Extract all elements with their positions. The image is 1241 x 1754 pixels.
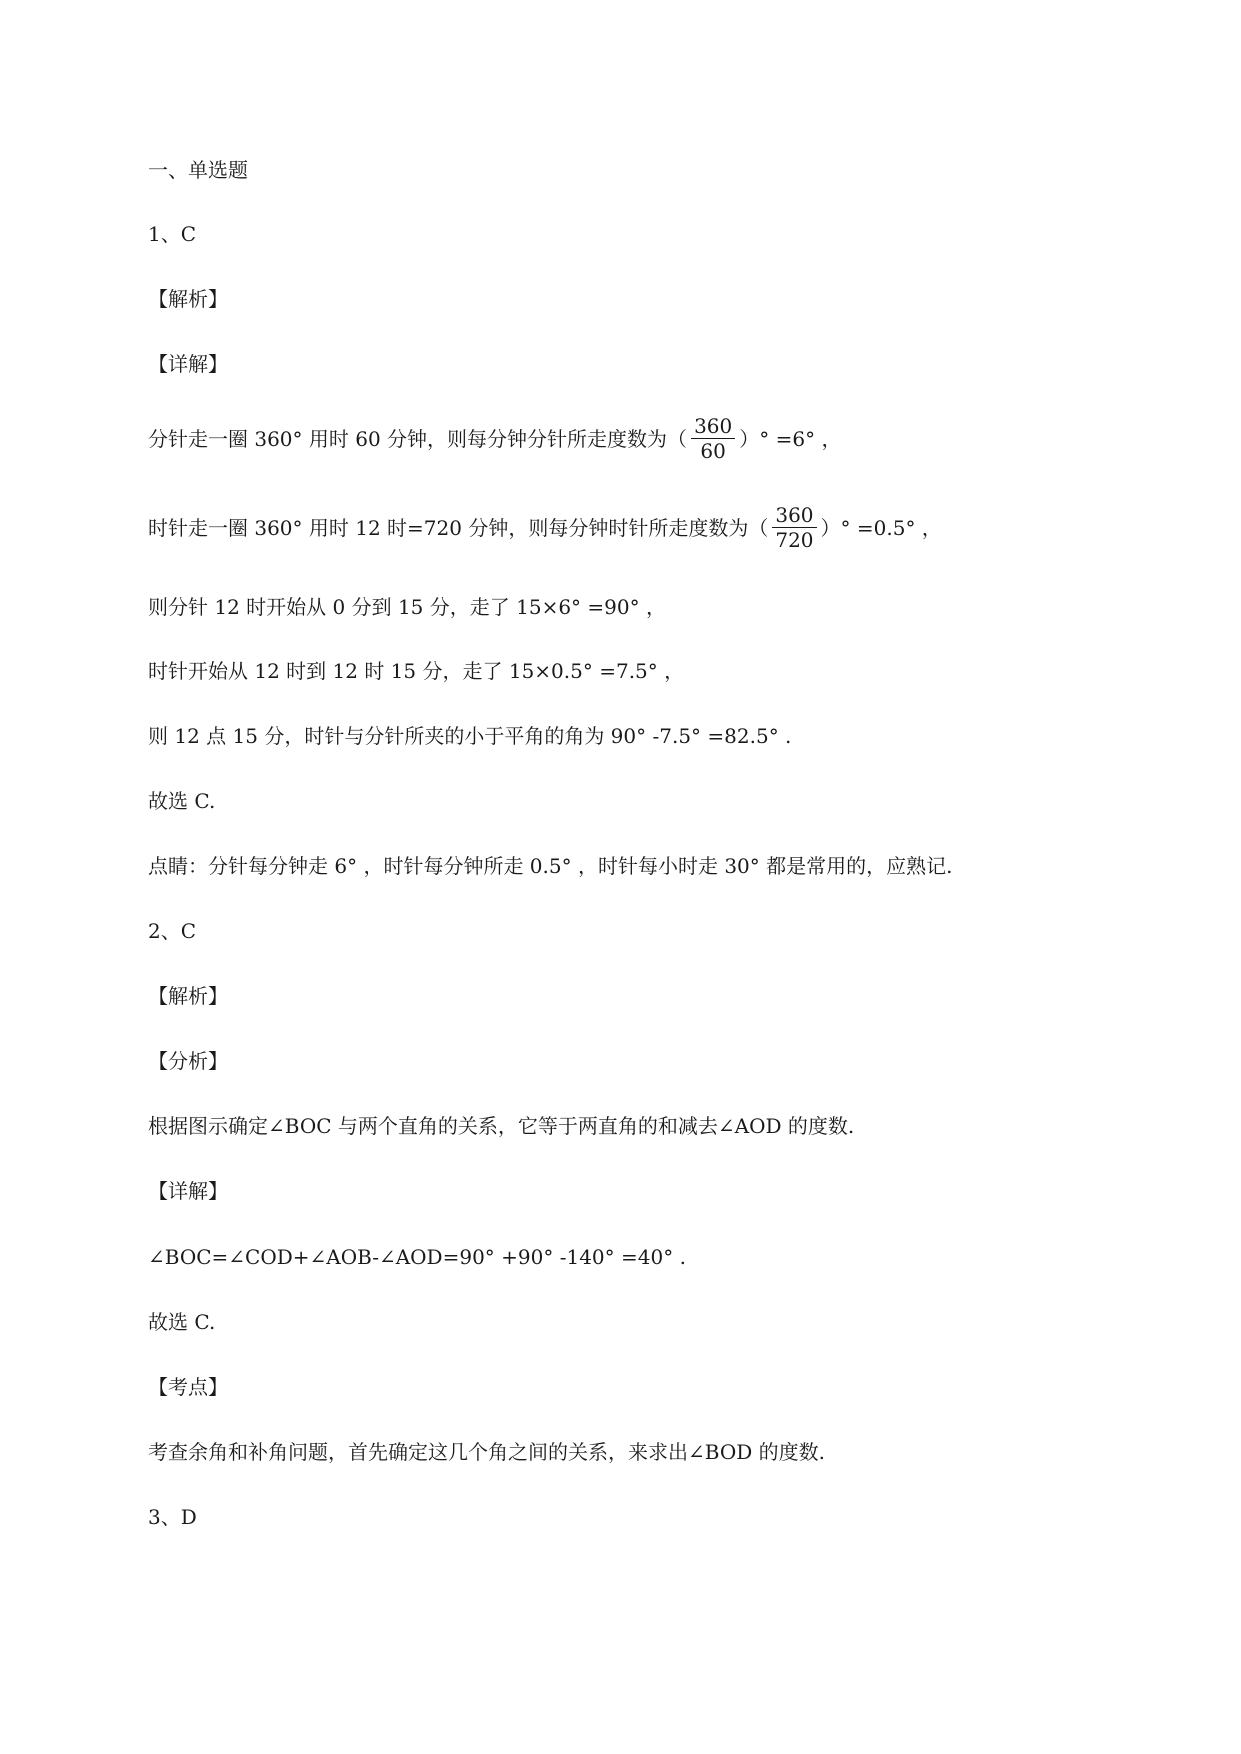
q2-line3: 故选 C.	[148, 1310, 216, 1334]
q2-line2: ∠BOC=∠COD+∠AOB-∠AOD=90° +90° -140° =40° .	[148, 1245, 686, 1269]
q2-xiangjie-heading: 【详解】	[148, 1179, 228, 1203]
q2-line4: 考查余角和补角问题，首先确定这几个角之间的关系，来求出∠BOD 的度数.	[148, 1440, 825, 1464]
q3-answer: 3、D	[148, 1505, 197, 1529]
q2-kaodian-heading: 【考点】	[148, 1375, 228, 1399]
q1-line4: 时针开始从 12 时到 12 时 15 分，走了 15×0.5° =7.5° ，	[148, 659, 685, 683]
q1-fraction-2	[772, 503, 816, 552]
fraction-numerator: 360	[772, 503, 816, 528]
q1-line2	[148, 505, 942, 554]
section-title: 一、单选题	[148, 158, 248, 182]
q1-jiexi-heading: 【解析】	[148, 287, 228, 311]
q1-answer: 1、C	[148, 222, 197, 246]
fraction-numerator: 360	[691, 414, 735, 439]
q1-line2-pre: 时针走一圈 360° 用时 12 时=720 分钟，则每分钟时针所走度数为（	[148, 516, 769, 540]
fraction-denominator: 720	[775, 528, 814, 552]
q2-line1: 根据图示确定∠BOC 与两个直角的关系，它等于两直角的和减去∠AOD 的度数.	[148, 1114, 855, 1138]
q1-line7: 点睛：分针每分钟走 6° ，时针每分钟所走 0.5° ，时针每小时走 30° 都是常用的，应熟记.	[148, 854, 953, 878]
q1-line3: 则分针 12 时开始从 0 分到 15 分，走了 15×6° =90° ，	[148, 595, 666, 619]
q2-jiexi-heading: 【解析】	[148, 984, 228, 1008]
fraction-denominator: 60	[700, 439, 726, 463]
q2-answer: 2、C	[148, 919, 197, 943]
q1-line1	[148, 416, 841, 465]
q1-line2-post: ）° =0.5° ，	[820, 516, 942, 540]
q1-fraction-1	[691, 414, 735, 463]
q1-line1-pre: 分针走一圈 360° 用时 60 分钟，则每分钟分针所走度数为（	[148, 427, 688, 451]
q2-fenxi-heading: 【分析】	[148, 1049, 228, 1073]
q1-line5: 则 12 点 15 分，时针与分针所夹的小于平角的角为 90° -7.5° =82.5° .	[148, 724, 792, 748]
q1-line1-post: ）° =6° ，	[739, 427, 842, 451]
q1-line6: 故选 C.	[148, 789, 216, 813]
q1-xiangjie-heading: 【详解】	[148, 352, 228, 376]
